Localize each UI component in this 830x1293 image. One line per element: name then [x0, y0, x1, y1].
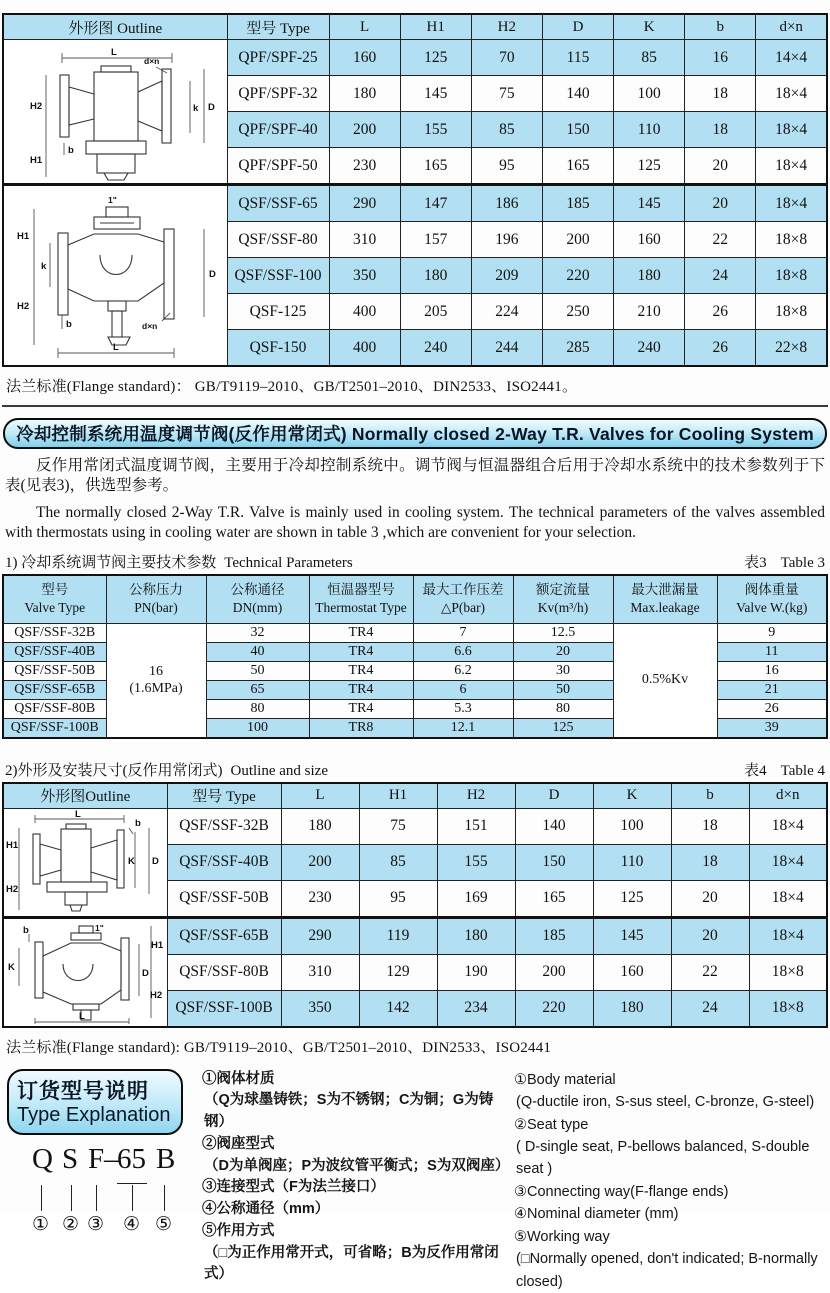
dn-cell: 65 — [206, 680, 309, 699]
weight-cell: 16 — [717, 661, 827, 680]
value-cell: 18×8 — [749, 990, 827, 1027]
value-cell: 18 — [671, 808, 749, 844]
dim-label-H2: H2 — [17, 300, 30, 312]
table3-number-zh: 表3 — [744, 554, 767, 571]
explanation-item-en-sub: (□Normally opened, don't indicated; B-normally closed) — [516, 1251, 818, 1290]
value-cell: 18×4 — [749, 808, 827, 844]
col-header-outline: 外形图 Outline — [3, 14, 227, 40]
value-cell: 75 — [471, 76, 542, 112]
value-cell: 400 — [329, 294, 400, 330]
kv-cell: 20 — [513, 642, 613, 661]
code-letter-3: F — [88, 1142, 105, 1175]
kv-cell: 125 — [513, 718, 613, 738]
code-tick — [132, 1185, 133, 1211]
col-header-dxn: d×n — [749, 783, 827, 809]
dim-label-H2: H2 — [30, 100, 43, 112]
col-header-H1: H1 — [400, 14, 471, 40]
type-cell: QPF/SPF-32 — [227, 76, 329, 112]
value-cell: 186 — [471, 185, 542, 222]
type-cell: QSF-150 — [227, 330, 329, 367]
type-cell: QSF/SSF-65 — [227, 185, 329, 222]
table4-number-en: Table 4 — [780, 762, 825, 779]
type-explanation-section — [4, 1069, 826, 1293]
valve-outline-diagram-a — [4, 43, 226, 181]
value-cell: 125 — [593, 880, 671, 917]
code-circle-3: ③ — [87, 1212, 105, 1235]
value-cell: 250 — [542, 294, 613, 330]
value-cell: 180 — [437, 917, 515, 954]
value-cell: 145 — [593, 917, 671, 954]
leakage-merged-cell: 0.5%Kv — [613, 623, 717, 738]
dim-label-D: D — [209, 268, 217, 280]
valve-outline-cell-c — [3, 808, 167, 917]
value-cell: 18×4 — [756, 185, 827, 222]
ordering-code-diagram — [4, 1143, 202, 1243]
value-cell: 290 — [329, 185, 400, 222]
col-header-kv: 额定流量 Kv(m³/h) — [513, 575, 613, 624]
badge-title-en: Type Explanation — [17, 1103, 171, 1126]
value-cell: 240 — [400, 330, 471, 367]
type-cell: QSF/SSF-65B — [167, 917, 281, 954]
intro-paragraph-zh: 反作用常闭式温度调节阀，主要用于冷却控制系统中。调节阀与恒温器组合后用于冷却水系统中的技术参数列于下表(见表3)，供选型参考。 — [5, 457, 825, 495]
col-header-H1: H1 — [359, 783, 437, 809]
thermostat-cell: TR8 — [309, 718, 413, 738]
value-cell: 180 — [614, 258, 685, 294]
value-cell: 234 — [437, 990, 515, 1027]
col-header-L: L — [281, 783, 359, 809]
dn-cell: 32 — [206, 623, 309, 642]
flange-standard-note-top: 法兰标准(Flange standard)： GB/T9119–2010、GB/T2501–2010、DIN2533、ISO2441。 — [6, 379, 578, 395]
dn-cell: 40 — [206, 642, 309, 661]
value-cell: 22 — [671, 954, 749, 990]
section-divider — [2, 405, 828, 407]
value-cell: 185 — [515, 917, 593, 954]
dn-cell: 80 — [206, 699, 309, 718]
type-cell: QSF-125 — [227, 294, 329, 330]
value-cell: 75 — [359, 808, 437, 844]
value-cell: 20 — [685, 185, 756, 222]
explanation-item-zh: ③连接型式（F为法兰接口） — [202, 1179, 385, 1196]
value-cell: 145 — [400, 76, 471, 112]
value-cell: 18×4 — [749, 880, 827, 917]
value-cell: 18 — [671, 844, 749, 880]
table-row — [3, 185, 827, 222]
explanation-item-en: ④Nominal diameter (mm) — [514, 1206, 679, 1223]
dp-cell: 12.1 — [413, 718, 513, 738]
value-cell: 151 — [437, 808, 515, 844]
value-cell: 129 — [359, 954, 437, 990]
type-cell: QSF/SSF-40B — [3, 642, 106, 661]
value-cell: 185 — [542, 185, 613, 222]
value-cell: 142 — [359, 990, 437, 1027]
value-cell: 160 — [329, 40, 400, 76]
value-cell: 18×8 — [756, 294, 827, 330]
dim-label-dxn: d×n — [142, 320, 158, 331]
value-cell: 200 — [329, 112, 400, 148]
code-tick — [71, 1185, 72, 1211]
dim-label-H1: H1 — [6, 840, 19, 852]
dim-label-H2: H2 — [150, 990, 163, 1002]
table-row — [3, 808, 827, 844]
table3-caption-en: Technical Parameters — [224, 554, 353, 571]
value-cell: 95 — [471, 148, 542, 185]
weight-cell: 26 — [717, 699, 827, 718]
dn-cell: 100 — [206, 718, 309, 738]
value-cell: 110 — [593, 844, 671, 880]
col-header-D: D — [515, 783, 593, 809]
kv-cell: 50 — [513, 680, 613, 699]
value-cell: 190 — [437, 954, 515, 990]
dim-label-b: b — [135, 818, 142, 830]
explanation-item-zh: ④公称通径（mm） — [202, 1201, 330, 1218]
section-banner-title: 冷却控制系统用温度调节阀(反作用常闭式) Normally closed 2-Way T.R. Valves for Cooling System — [16, 424, 814, 444]
table4-number-zh: 表4 — [744, 762, 767, 779]
type-cell: QPF/SPF-40 — [227, 112, 329, 148]
weight-cell: 21 — [717, 680, 827, 699]
value-cell: 180 — [400, 258, 471, 294]
value-cell: 165 — [542, 148, 613, 185]
pn-merged-cell: 16 (1.6MPa) — [106, 623, 206, 738]
value-cell: 240 — [614, 330, 685, 367]
value-cell: 169 — [437, 880, 515, 917]
value-cell: 220 — [515, 990, 593, 1027]
value-cell: 85 — [359, 844, 437, 880]
type-cell: QSF/SSF-50B — [167, 880, 281, 917]
col-header-type: 型号 Type — [167, 783, 281, 809]
value-cell: 18×4 — [756, 112, 827, 148]
value-cell: 85 — [614, 40, 685, 76]
value-cell: 400 — [329, 330, 400, 367]
col-header-D: D — [542, 14, 613, 40]
dim-label-D: D — [152, 856, 160, 868]
code-circle-4: ④ — [123, 1212, 141, 1235]
value-cell: 115 — [542, 40, 613, 76]
type-cell: QSF/SSF-100B — [167, 990, 281, 1027]
value-cell: 20 — [685, 148, 756, 185]
value-cell: 230 — [329, 148, 400, 185]
value-cell: 18 — [685, 76, 756, 112]
col-header-thermostat: 恒温器型号 Thermostat Type — [309, 575, 413, 624]
dp-cell: 6.2 — [413, 661, 513, 680]
dim-label-b: b — [68, 144, 75, 156]
dim-label-K: K — [128, 856, 136, 868]
valve-outline-diagram-d — [5, 920, 165, 1024]
code-dash: – — [104, 1142, 119, 1175]
value-cell: 14×4 — [756, 40, 827, 76]
weight-cell: 9 — [717, 623, 827, 642]
dim-label-D: D — [208, 101, 216, 113]
table4-caption-row — [5, 759, 825, 780]
thermostat-cell: TR4 — [309, 642, 413, 661]
value-cell: 180 — [593, 990, 671, 1027]
dim-label-k: k — [41, 260, 47, 272]
dp-cell: 5.3 — [413, 699, 513, 718]
explanation-item-zh: ⑤作用方式 — [202, 1222, 275, 1239]
col-header-type: 型号 Type — [227, 14, 329, 40]
dp-cell: 6.6 — [413, 642, 513, 661]
dim-label-inch: 1" — [95, 923, 105, 934]
value-cell: 165 — [515, 880, 593, 917]
explanation-item-en: ①Body material — [514, 1071, 616, 1088]
code-letter-5: B — [156, 1142, 176, 1175]
dim-label-H1: H1 — [151, 940, 164, 952]
table-header-row — [3, 575, 827, 624]
code-number: 65 — [117, 1142, 146, 1175]
valve-outline-diagram-b — [4, 189, 226, 363]
type-cell: QSF/SSF-65B — [3, 680, 106, 699]
value-cell: 155 — [437, 844, 515, 880]
code-tick — [96, 1185, 97, 1211]
type-cell: QSF/SSF-32B — [3, 623, 106, 642]
type-cell: QPF/SPF-25 — [227, 40, 329, 76]
value-cell: 18×4 — [756, 76, 827, 112]
explanation-item-en: ⑤Working way — [514, 1228, 610, 1245]
dim-label-L: L — [75, 809, 82, 821]
thermostat-cell: TR4 — [309, 680, 413, 699]
dim-label-H2: H2 — [6, 884, 19, 896]
value-cell: 200 — [515, 954, 593, 990]
dimension-table-b — [2, 782, 828, 1028]
col-header-pn: 公称压力 PN(bar) — [106, 575, 206, 624]
valve-outline-cell-d — [3, 917, 167, 1027]
value-cell: 165 — [400, 148, 471, 185]
dp-cell: 6 — [413, 680, 513, 699]
col-header-b: b — [671, 783, 749, 809]
col-header-valve-type: 型号 Valve Type — [3, 575, 106, 624]
code-circle-2: ② — [62, 1212, 80, 1235]
code-bracket — [117, 1183, 147, 1184]
value-cell: 140 — [515, 808, 593, 844]
code-circle-1: ① — [32, 1212, 50, 1235]
col-header-dxn: d×n — [756, 14, 827, 40]
dim-label-D: D — [142, 968, 150, 980]
value-cell: 310 — [281, 954, 359, 990]
value-cell: 244 — [471, 330, 542, 367]
thermostat-cell: TR4 — [309, 661, 413, 680]
col-header-H2: H2 — [437, 783, 515, 809]
dim-label-H1: H1 — [17, 230, 30, 242]
value-cell: 110 — [614, 112, 685, 148]
value-cell: 155 — [400, 112, 471, 148]
col-header-dn: 公称通径 DN(mm) — [206, 575, 309, 624]
value-cell: 200 — [281, 844, 359, 880]
dim-label-L: L — [79, 1011, 86, 1023]
col-header-weight: 阀体重量 Valve W.(kg) — [717, 575, 827, 624]
dimension-table-top — [2, 13, 828, 367]
type-cell: QSF/SSF-50B — [3, 661, 106, 680]
value-cell: 290 — [281, 917, 359, 954]
valve-outline-diagram-c — [5, 810, 165, 914]
dim-label-dxn: d×n — [144, 55, 160, 66]
value-cell: 147 — [400, 185, 471, 222]
col-header-leakage: 最大泄漏量 Max.leakage — [613, 575, 717, 624]
explanation-item-zh-sub: （D为单阀座；P为波纹管平衡式；S为双阀座） — [204, 1157, 510, 1174]
weight-cell: 39 — [717, 718, 827, 738]
dim-label-L: L — [111, 46, 118, 58]
value-cell: 119 — [359, 917, 437, 954]
col-header-K: K — [614, 14, 685, 40]
explanation-item-zh: ②阀座型式 — [202, 1135, 275, 1152]
value-cell: 285 — [542, 330, 613, 367]
value-cell: 160 — [593, 954, 671, 990]
value-cell: 150 — [542, 112, 613, 148]
table4-caption-zh: 2)外形及安装尺寸(反作用常闭式) — [5, 762, 223, 779]
dim-label-b: b — [23, 925, 30, 937]
code-tick — [164, 1185, 165, 1211]
value-cell: 18×4 — [756, 148, 827, 185]
value-cell: 180 — [281, 808, 359, 844]
explanation-item-en-sub: (Q-ductile iron, S-sus steel, C-bronze, G-steel) — [516, 1094, 815, 1111]
table3-number-en: Table 3 — [780, 554, 825, 571]
value-cell: 160 — [614, 222, 685, 258]
dim-label-H1: H1 — [30, 154, 43, 166]
thermostat-cell: TR4 — [309, 623, 413, 642]
value-cell: 18 — [685, 112, 756, 148]
table3-caption-row — [5, 551, 825, 572]
dp-cell: 7 — [413, 623, 513, 642]
value-cell: 224 — [471, 294, 542, 330]
value-cell: 18×8 — [749, 954, 827, 990]
col-header-H2: H2 — [471, 14, 542, 40]
badge-title-zh: 订货型号说明 — [17, 1079, 149, 1103]
value-cell: 85 — [471, 112, 542, 148]
thermostat-cell: TR4 — [309, 699, 413, 718]
type-cell: QSF/SSF-80 — [227, 222, 329, 258]
col-header-dp: 最大工作压差 △P(bar) — [413, 575, 513, 624]
dim-label-b: b — [66, 318, 73, 330]
explanation-item-zh-sub: （□为正作用常开式，可省略；B为反作用常闭式） — [204, 1244, 499, 1283]
dim-label-L: L — [113, 341, 120, 353]
technical-parameters-table — [2, 574, 828, 739]
dim-label-k: k — [193, 102, 199, 114]
type-cell: QSF/SSF-100 — [227, 258, 329, 294]
explanation-item-en: ②Seat type — [514, 1116, 589, 1133]
value-cell: 180 — [329, 76, 400, 112]
value-cell: 26 — [685, 330, 756, 367]
value-cell: 157 — [400, 222, 471, 258]
dn-cell: 50 — [206, 661, 309, 680]
value-cell: 210 — [614, 294, 685, 330]
type-cell: QSF/SSF-100B — [3, 718, 106, 738]
value-cell: 230 — [281, 880, 359, 917]
value-cell: 100 — [593, 808, 671, 844]
table-header-row — [3, 14, 827, 40]
value-cell: 18×8 — [756, 222, 827, 258]
type-explanation-en-list — [514, 1069, 826, 1293]
code-tick — [41, 1185, 42, 1211]
col-header-b: b — [685, 14, 756, 40]
value-cell: 350 — [281, 990, 359, 1027]
value-cell: 209 — [471, 258, 542, 294]
value-cell: 22 — [685, 222, 756, 258]
explanation-item-en-sub: ( D-single seat, P-bellows balanced, S-double seat ) — [516, 1138, 810, 1178]
type-explanation-left — [4, 1069, 202, 1293]
value-cell: 16 — [685, 40, 756, 76]
kv-cell: 12.5 — [513, 623, 613, 642]
value-cell: 20 — [671, 917, 749, 954]
type-explanation-zh-list — [202, 1069, 514, 1293]
col-header-outline: 外形图Outline — [3, 783, 167, 809]
type-cell: QSF/SSF-32B — [167, 808, 281, 844]
flange-standard-note-bottom: 法兰标准(Flange standard): GB/T9119–2010、GB/T2501–2010、DIN2533、ISO2441 — [6, 1039, 552, 1056]
value-cell: 140 — [542, 76, 613, 112]
value-cell: 24 — [671, 990, 749, 1027]
table-row — [3, 623, 827, 642]
type-cell: QSF/SSF-80B — [167, 954, 281, 990]
table-row — [3, 917, 827, 954]
value-cell: 220 — [542, 258, 613, 294]
explanation-item-zh: ①阀体材质 — [202, 1070, 275, 1087]
value-cell: 196 — [471, 222, 542, 258]
valve-outline-cell-b — [3, 185, 227, 367]
value-cell: 95 — [359, 880, 437, 917]
type-cell: QSF/SSF-40B — [167, 844, 281, 880]
value-cell: 150 — [515, 844, 593, 880]
valve-outline-cell-a — [3, 40, 227, 185]
value-cell: 24 — [685, 258, 756, 294]
value-cell: 200 — [542, 222, 613, 258]
kv-cell: 80 — [513, 699, 613, 718]
value-cell: 100 — [614, 76, 685, 112]
value-cell: 125 — [614, 148, 685, 185]
col-header-K: K — [593, 783, 671, 809]
code-letter-1: Q — [32, 1142, 53, 1175]
section-banner — [3, 418, 827, 449]
value-cell: 310 — [329, 222, 400, 258]
value-cell: 70 — [471, 40, 542, 76]
value-cell: 26 — [685, 294, 756, 330]
code-circle-5: ⑤ — [155, 1212, 173, 1235]
table-header-row — [3, 783, 827, 809]
code-letter-2: S — [62, 1142, 79, 1175]
type-cell: QSF/SSF-80B — [3, 699, 106, 718]
intro-paragraph-en: The normally closed 2-Way T.R. Valve is mainly used in cooling system. The technical parameters of the valves assembled with thermostats using in cooling water are shown in table 3 ,which are convenient for your selection. — [5, 504, 825, 542]
explanation-item-en: ③Connecting way(F-flange ends) — [514, 1183, 729, 1200]
table4-caption-en: Outline and size — [230, 762, 328, 779]
kv-cell: 30 — [513, 661, 613, 680]
type-cell: QPF/SPF-50 — [227, 148, 329, 185]
col-header-L: L — [329, 14, 400, 40]
value-cell: 18×4 — [749, 844, 827, 880]
value-cell: 22×8 — [756, 330, 827, 367]
table3-caption-zh: 1) 冷却系统调节阀主要技术参数 — [5, 554, 217, 571]
value-cell: 125 — [400, 40, 471, 76]
value-cell: 20 — [671, 880, 749, 917]
explanation-item-zh-sub: （Q为球墨铸铁；S为不锈钢；C为铜；G为铸钢） — [204, 1092, 494, 1131]
weight-cell: 11 — [717, 642, 827, 661]
dim-label-K: K — [8, 962, 16, 974]
value-cell: 145 — [614, 185, 685, 222]
value-cell: 18×4 — [749, 917, 827, 954]
value-cell: 205 — [400, 294, 471, 330]
dim-label-inch: 1" — [108, 194, 118, 205]
value-cell: 18×8 — [756, 258, 827, 294]
value-cell: 350 — [329, 258, 400, 294]
type-explanation-badge — [7, 1069, 183, 1135]
table-row — [3, 40, 827, 76]
